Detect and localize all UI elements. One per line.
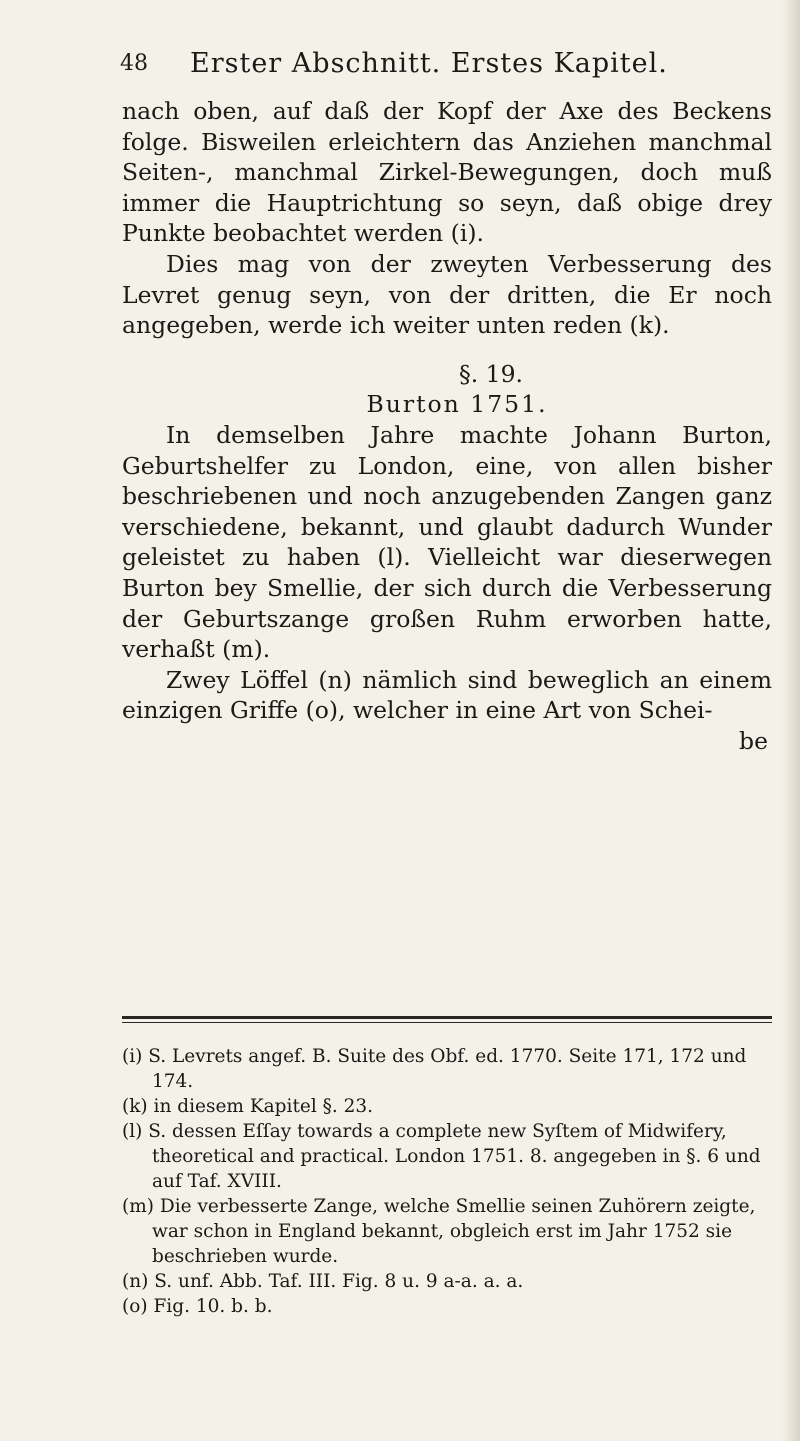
footnote-n [122,1269,772,1294]
footnote-mark: (k) [122,1096,148,1117]
footnote-i [122,1044,772,1094]
running-title: Erster Abschnitt. Erstes Kapitel. [190,48,668,79]
catchword: be [739,726,768,755]
footnote-mark: (n) [122,1271,149,1292]
main-text [122,96,772,756]
footnote-mark: (o) [122,1296,148,1317]
footnote-k [122,1094,772,1119]
footnote-mark: (m) [122,1196,154,1217]
footnote-text: S. dessen Eſſay towards a complete new Syſtem of Midwifery, theoretical and practical. London 1751. 8. angegeben in §. 6 und auf Taf. XVIII. [148,1121,761,1192]
paragraph-burton: In demselben Jahre machte Johann Burton, Geburtshelfer zu London, eine, von allen bisher beschriebenen und noch anzugebenden Zangen ganz verschiedene, bekannt, und glaubt dadurch Wunder geleistet zu haben (l). Vielleicht war dieserwegen Burton bey Smellie, der sich durch die Verbesserung der Geburtszange großen Ruhm erworben hatte, verhaßt (m). [122,420,772,664]
footnotes [122,1044,772,1319]
footnote-text: Die verbesserte Zange, welche Smellie seinen Zuhörern zeigte, war schon in England bekannt, obgleich erst im Jahr 1752 sie beschrieben wurde. [152,1196,756,1267]
footnote-text: S. unf. Abb. Taf. III. Fig. 8 u. 9 a-a. a. a. [154,1271,524,1292]
footnote-text: Fig. 10. b. b. [153,1296,273,1317]
footnote-l [122,1119,772,1194]
footnote-m [122,1194,772,1269]
footnote-rule-thin [122,1022,772,1023]
paragraph-levret: Dies mag von der zweyten Verbesserung des Levret genug seyn, von der dritten, die Er noch angegeben, werde ich weiter unten reden (k). [122,249,772,340]
footnote-text: in diesem Kapitel §. 23. [153,1096,374,1117]
page-edge-shadow [782,0,800,1441]
section-title: Burton 1751. [366,390,548,419]
paragraph-loeffel: Zwey Löffel (n) nämlich sind beweglich an einem einzigen Griffe (o), welcher in eine Art von Schei- [122,665,772,725]
footnote-text: S. Levrets angef. B. Suite des Obf. ed. 1770. Seite 171, 172 und 174. [148,1046,747,1092]
page-number: 48 [120,51,148,76]
paragraph-continuation: nach oben, auf daß der Kopf der Axe des Beckens folge. Bisweilen erleichtern das Anziehen manchmal Seiten-, manchmal Zirkel-Bewegungen, doch muß immer die Hauptrichtung so seyn, daß obige drey Punkte beobachtet werden (i). [122,97,772,248]
footnote-mark: (i) [122,1046,143,1067]
section-number: §. 19. [458,359,524,388]
footnote-mark: (l) [122,1121,143,1142]
page-header [120,44,740,84]
footnote-o [122,1294,772,1319]
footnote-rule [122,1016,772,1019]
